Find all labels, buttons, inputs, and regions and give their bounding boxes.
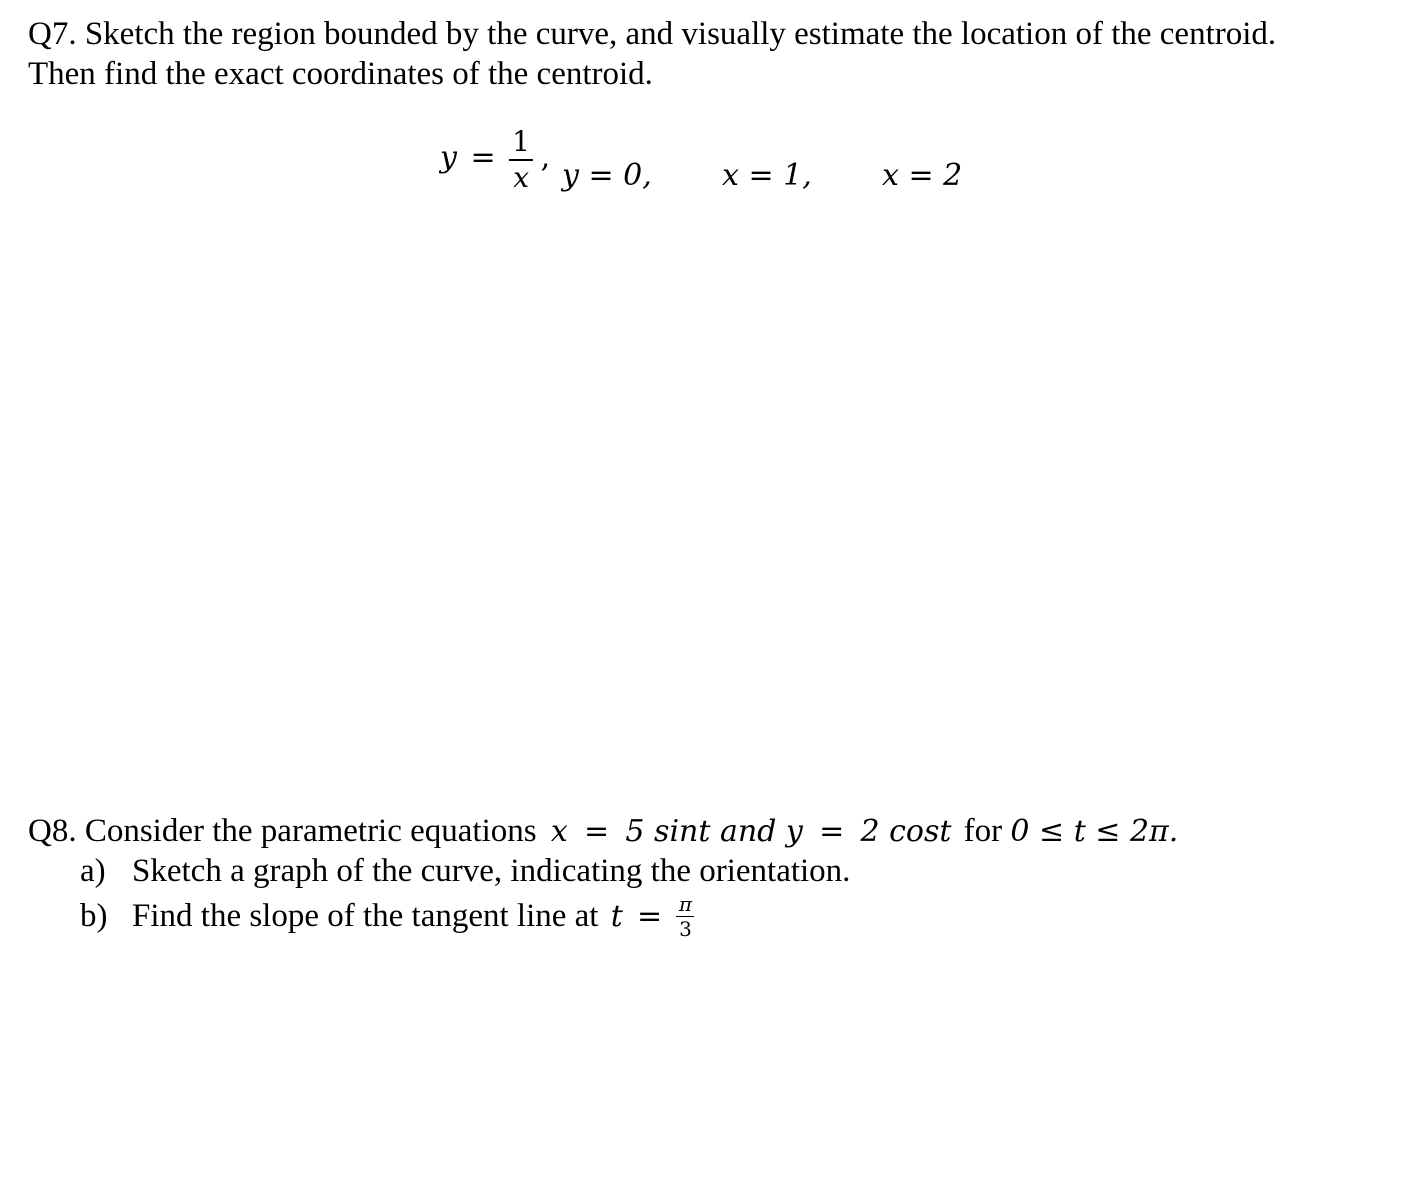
- q8-part-b-denominator: 3: [679, 917, 692, 941]
- q7-equations: [0, 125, 1413, 218]
- q8-part-b-text: Find the slope of the tangent line at: [132, 898, 599, 935]
- q7-equation-x1: x = 1,: [722, 158, 812, 193]
- q8-eq-x-rhs: 5 sint and y: [625, 814, 803, 849]
- q7-eq-fraction: [509, 125, 533, 194]
- q8-part-b-numerator: π: [678, 892, 693, 916]
- q7-question-line-1: Q7. Sketch the region bounded by the curve, and visually estimate the location of the centroid.: [28, 16, 1277, 52]
- q8-part-a-marker: a): [80, 853, 106, 889]
- q8-part-b-var: t: [610, 899, 623, 935]
- q8-for-text: for: [963, 813, 1003, 849]
- q8-question-line: [28, 811, 1178, 852]
- q7-equation-y0: y = 0,: [562, 158, 652, 193]
- q8-part-b-marker: b): [80, 898, 108, 935]
- q7-eq-equals: =: [470, 139, 496, 175]
- q7-equation-x2: x = 2: [882, 158, 963, 193]
- q8-intro: Q8. Consider the parametric equations: [28, 813, 537, 849]
- q7-question-line-2: Then find the exact coordinates of the centroid.: [28, 56, 653, 92]
- q8-eq-equals-2: =: [819, 814, 845, 849]
- q7-eq-numerator: 1: [512, 125, 530, 158]
- q7-equation-curve: [440, 125, 551, 194]
- q7-eq-trail: ,: [540, 139, 551, 175]
- q8-part-b-equals: =: [637, 899, 663, 935]
- q8-part-b: [80, 892, 694, 941]
- q8-part-a-text: Sketch a graph of the curve, indicating the orientation.: [132, 853, 851, 889]
- q7-eq-lhs: y: [440, 139, 457, 175]
- q8-eq-x-var: x: [550, 814, 568, 849]
- q7-eq-denominator: x: [513, 161, 529, 194]
- q8-eq-equals-1: =: [584, 814, 610, 849]
- q8-eq-y-rhs: 2 cost: [860, 814, 952, 849]
- q8-range: 0 ≤ t ≤ 2π.: [1010, 814, 1179, 849]
- q8-part-a: [80, 851, 850, 891]
- q8-part-b-fraction: [676, 894, 694, 939]
